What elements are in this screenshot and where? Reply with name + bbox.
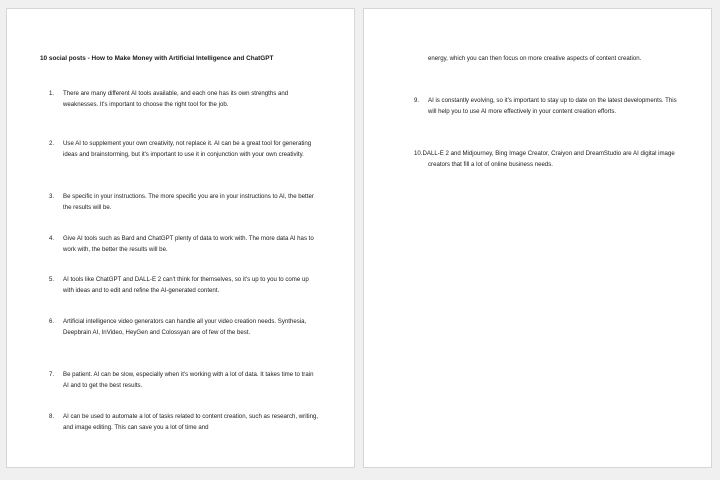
list-item-5 bbox=[49, 274, 319, 296]
list-item-text: There are many different AI tools available, and each one has its own strengths and weaknesses. It's important to choose the right tool for the job. bbox=[63, 90, 289, 109]
list-item-number: 9. bbox=[414, 97, 420, 104]
list-item-text: Be patient. AI can be slow, especially when it's working with a lot of data. It takes time to train AI and to get the best results. bbox=[63, 371, 314, 390]
list-item-3 bbox=[49, 191, 319, 213]
list-item-10 bbox=[414, 148, 686, 170]
list-item-number: 4. bbox=[49, 235, 55, 242]
document-page-2 bbox=[363, 8, 712, 468]
list-item-text: AI is constantly evolving, so it's important to stay up to date on the latest developments. This will help you to use AI more effectively in your content creation efforts. bbox=[428, 97, 677, 116]
list-item-text: AI can be used to automate a lot of tasks related to content creation, such as research, writing, and image editing. This can save you a lot of time and bbox=[63, 413, 319, 432]
list-item-8-continuation: energy, which you can then focus on more creative aspects of content creation. bbox=[428, 55, 642, 62]
list-item-body: DALL-E 2 and Midjourney, Bing Image Creator, Craiyon and DreamStudio are AI digital image creators that fill a lot of online business needs. bbox=[422, 150, 675, 169]
list-item-number: 8. bbox=[49, 413, 55, 420]
list-item-number: 5. bbox=[49, 276, 55, 283]
list-item-8 bbox=[49, 411, 319, 433]
list-item-number: 6. bbox=[49, 318, 55, 325]
list-item-1 bbox=[49, 88, 319, 110]
list-item-number: 7. bbox=[49, 371, 55, 378]
document-page-1 bbox=[6, 8, 355, 468]
list-item-text: Be specific in your instructions. The more specific you are in your instructions to AI, the better the results will be. bbox=[63, 193, 314, 212]
list-item-text: Use AI to supplement your own creativity, not replace it. AI can be a great tool for generating ideas and brainstorming, but it's important to use it in conjunction with your own creativity. bbox=[63, 140, 312, 159]
list-item-text bbox=[414, 148, 686, 170]
list-item-text: AI tools like ChatGPT and DALL-E 2 can't think for themselves, so it's up to you to come up with ideas and to edit and refine the AI-generated content. bbox=[63, 276, 309, 295]
list-item-9 bbox=[414, 95, 686, 117]
list-item-text: Artificial intelligence video generators can handle all your video creation needs. Synthesia, Deepbrain AI, InVideo, HeyGen and Colossyan are of few of the best. bbox=[63, 318, 307, 337]
list-item-2 bbox=[49, 138, 319, 160]
list-item-number: 3. bbox=[49, 193, 55, 200]
list-item-number: 10. bbox=[414, 150, 423, 157]
document-title: 10 social posts - How to Make Money with Artificial Intelligence and ChatGPT bbox=[40, 55, 274, 62]
list-item-number: 2. bbox=[49, 140, 55, 147]
list-item-number: 1. bbox=[49, 90, 55, 97]
list-item-7 bbox=[49, 369, 319, 391]
list-item-text: Give AI tools such as Bard and ChatGPT plenty of data to work with. The more data AI has to work with, the better the results will be. bbox=[63, 235, 314, 254]
list-item-4 bbox=[49, 233, 319, 255]
list-item-6 bbox=[49, 316, 319, 338]
